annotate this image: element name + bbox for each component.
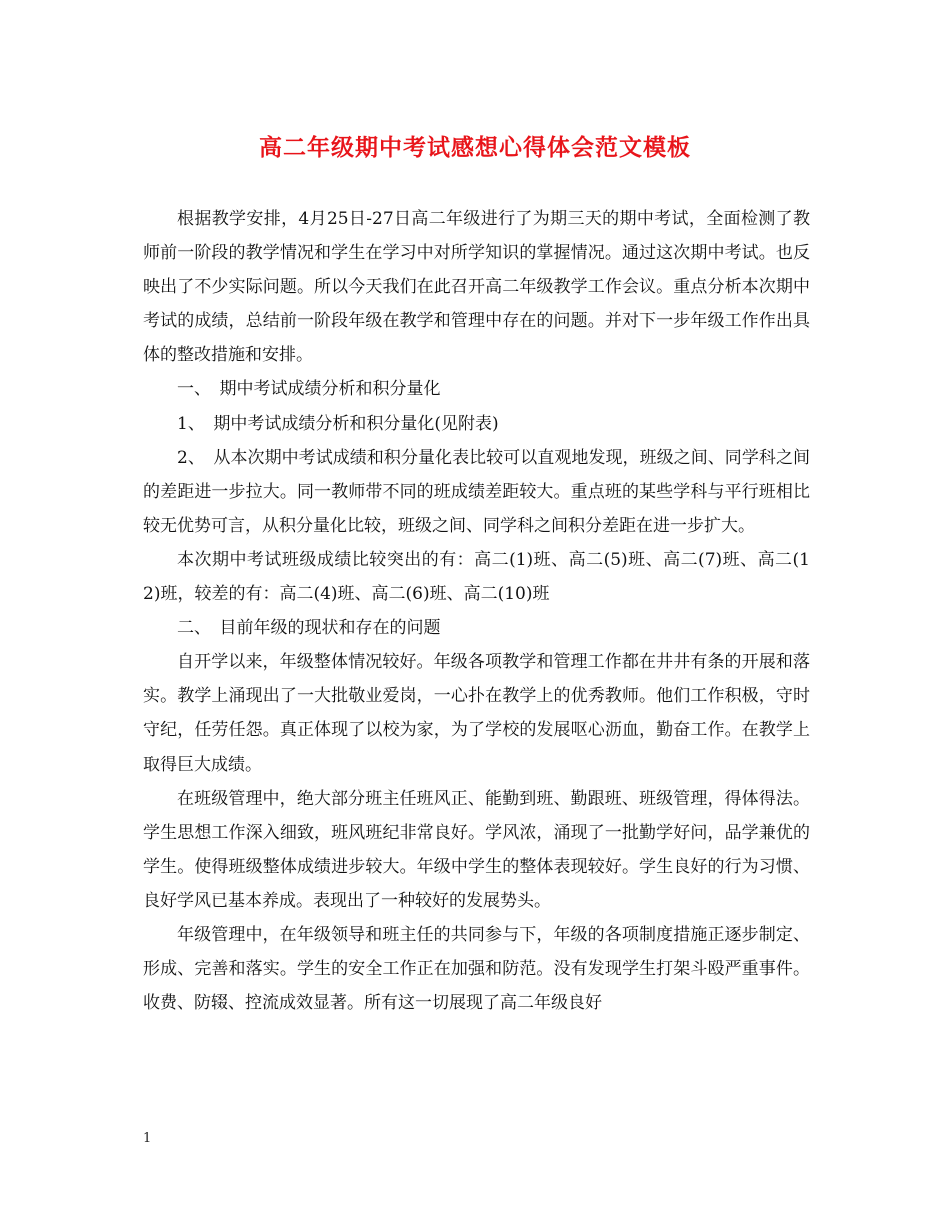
document-title: 高二年级期中考试感想心得体会范文模板 <box>259 134 691 161</box>
paragraph-intro: 根据教学安排，4月25日-27日高二年级进行了为期三天的期中考试，全面检测了教师前一阶段的教学情况和学生在学习中对所学知识的掌握情况。通过这次期中考试。也反映出了不少实际问题。所以今天我们在此召开高二年级教学工作会议。重点分析本次期中考试的成绩，总结前一阶段年级在教学和管理中存在的问题。并对下一步年级工作作出具体的整改措施和安排。 <box>143 209 810 366</box>
document-body <box>143 202 810 1020</box>
paragraph-teaching: 自开学以来，年级整体情况较好。年级各项教学和管理工作都在井井有条的开展和落实。教学上涌现出了一大批敬业爱岗，一心扑在教学上的优秀教师。他们工作积极，守时守纪，任劳任怨。真正体现了以校为家，为了学校的发展呕心沥血，勤奋工作。在教学上取得巨大成绩。 <box>143 652 810 775</box>
paragraph-grade-management: 年级管理中，在年级领导和班主任的共同参与下，年级的各项制度措施正逐步制定、形成、完善和落实。学生的安全工作正在加强和防范。没有发现学生打架斗殴严重事件。收费、防辍、控流成效显著。所有这一切展现了高二年级良好 <box>143 924 810 1014</box>
list-item-2: 2、 从本次期中考试成绩和积分量化表比较可以直观地发现，班级之间、同学科之间的差距进一步拉大。同一教师带不同的班成绩差距较大。重点班的某些学科与平行班相比较无优势可言，从积分量化比较，班级之间、同学科之间积分差距在进一步扩大。 <box>143 447 810 536</box>
page-number: 1 <box>143 1131 152 1146</box>
paragraph-class-results: 本次期中考试班级成绩比较突出的有：高二(1)班、高二(5)班、高二(7)班、高二(12)班，较差的有：高二(4)班、高二(6)班、高二(10)班 <box>143 549 810 605</box>
list-item-1: 1、 期中考试成绩分析和积分量化(见附表) <box>177 413 499 434</box>
paragraph-class-management: 在班级管理中，绝大部分班主任班风正、能勤到班、勤跟班、班级管理，得体得法。学生思想工作深入细致，班风班纪非常良好。学风浓，涌现了一批勤学好问，品学兼优的学生。使得班级整体成绩进步较大。年级中学生的整体表现较好。学生良好的行为习惯、良好学风已基本养成。表现出了一种较好的发展势头。 <box>143 788 810 911</box>
section-heading-1: 一、 期中考试成绩分析和积分量化 <box>177 379 441 400</box>
section-heading-2: 二、 目前年级的现状和存在的问题 <box>177 618 441 639</box>
